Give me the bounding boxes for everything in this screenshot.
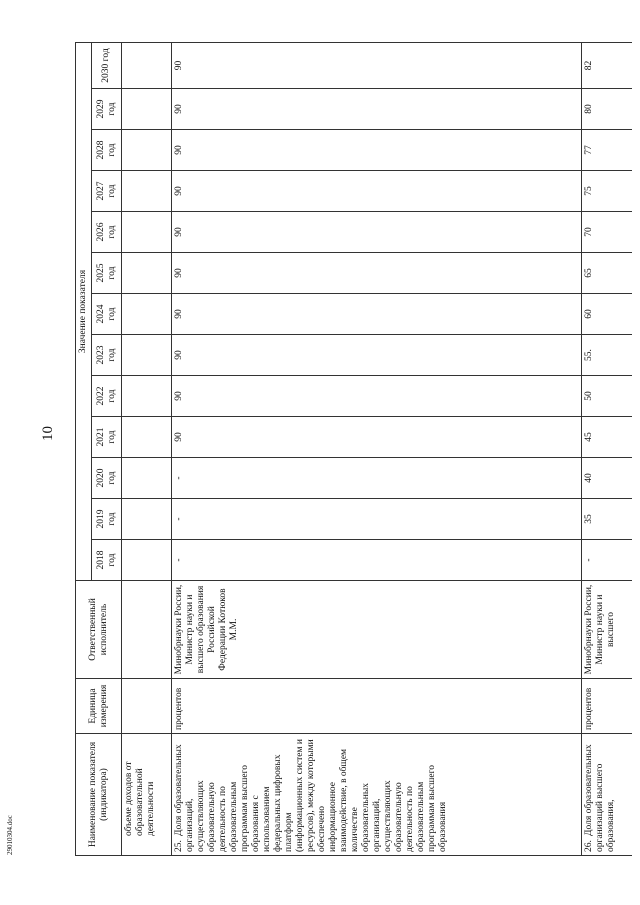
value-cell: - [172,499,582,540]
value-cell: - [172,540,582,581]
header-name: Наименование показателя (индикатора) [76,734,122,856]
value-cell: 90 [172,417,582,458]
value-cell [122,171,172,212]
header-year: 2027 год [92,171,122,212]
footer-filename: 29010304.doc [6,815,14,855]
value-cell: 90 [172,335,582,376]
value-cell: 90 [172,89,582,130]
value-cell: 82 [582,43,632,89]
header-year: 2026 год [92,212,122,253]
responsible-cell: Минобрнауки России, Министр науки и высшего образования Российской Федерации Котюков М.М. [172,581,582,679]
value-cell [122,43,172,89]
value-cell: 50 [582,376,632,417]
value-cell: 90 [172,171,582,212]
value-cell [122,89,172,130]
header-year: 2024 год [92,294,122,335]
value-cell [122,130,172,171]
unit-cell: процентов [582,679,632,734]
value-cell [122,212,172,253]
unit-cell [122,679,172,734]
value-cell: 90 [172,294,582,335]
value-cell: 90 [172,376,582,417]
value-cell [122,499,172,540]
header-year: 2022 год [92,376,122,417]
responsible-cell [122,581,172,679]
value-cell: - [582,540,632,581]
header-year: 2028 год [92,130,122,171]
value-cell [122,376,172,417]
value-cell: 65 [582,253,632,294]
header-year: 2018 год [92,540,122,581]
indicator-table-rotated [75,42,640,856]
indicator-name: Доля образовательных организаций, осуществляющих образовательную деятельность по образовательным программам высшего образования с использованием федеральных цифровых платформ (информационных систем и ресурсов), между которыми обеспечено информационное взаимодействие, в общем количестве образовательных организаций, осуществляющих образовательную деятельность по образовательным программам высшего образования [174,739,448,852]
value-cell: 90 [172,253,582,294]
value-cell: 90 [172,212,582,253]
table-row [172,43,582,856]
value-cell: 77 [582,130,632,171]
header-year: 2030 год [92,43,122,89]
responsible-cell: Минобрнауки России, Министр науки и высшего [582,581,632,679]
value-cell: - [172,458,582,499]
row-number: 26. [584,840,594,852]
value-cell: 55. [582,335,632,376]
page-number: 10 [40,426,56,441]
header-year: 2029 год [92,89,122,130]
row-number: 25. [174,840,184,852]
value-cell [122,458,172,499]
value-cell: 90 [172,130,582,171]
header-year: 2021 год [92,417,122,458]
value-cell [122,335,172,376]
value-cell: 40 [582,458,632,499]
value-cell: 35 [582,499,632,540]
unit-cell: процентов [172,679,582,734]
table-row [582,43,632,856]
header-year: 2025 год [92,253,122,294]
value-cell: 90 [172,43,582,89]
indicator-name: объеме доходов от образовательной деятельности [124,761,156,836]
indicator-table [75,42,632,856]
value-cell: 60 [582,294,632,335]
value-cell: 70 [582,212,632,253]
table-row [122,43,172,856]
value-cell [122,253,172,294]
value-cell [122,540,172,581]
value-cell [122,294,172,335]
header-values-group: Значение показателя [76,43,92,581]
header-year: 2023 год [92,335,122,376]
indicator-name: Доля образовательных организаций высшего образования, [584,744,616,852]
value-cell: 45 [582,417,632,458]
value-cell: 75 [582,171,632,212]
value-cell [122,417,172,458]
header-year: 2020 год [92,458,122,499]
value-cell: 80 [582,89,632,130]
header-year: 2019 год [92,499,122,540]
header-responsible: Ответственный исполнитель [76,581,122,679]
header-unit: Единица измерения [76,679,122,734]
